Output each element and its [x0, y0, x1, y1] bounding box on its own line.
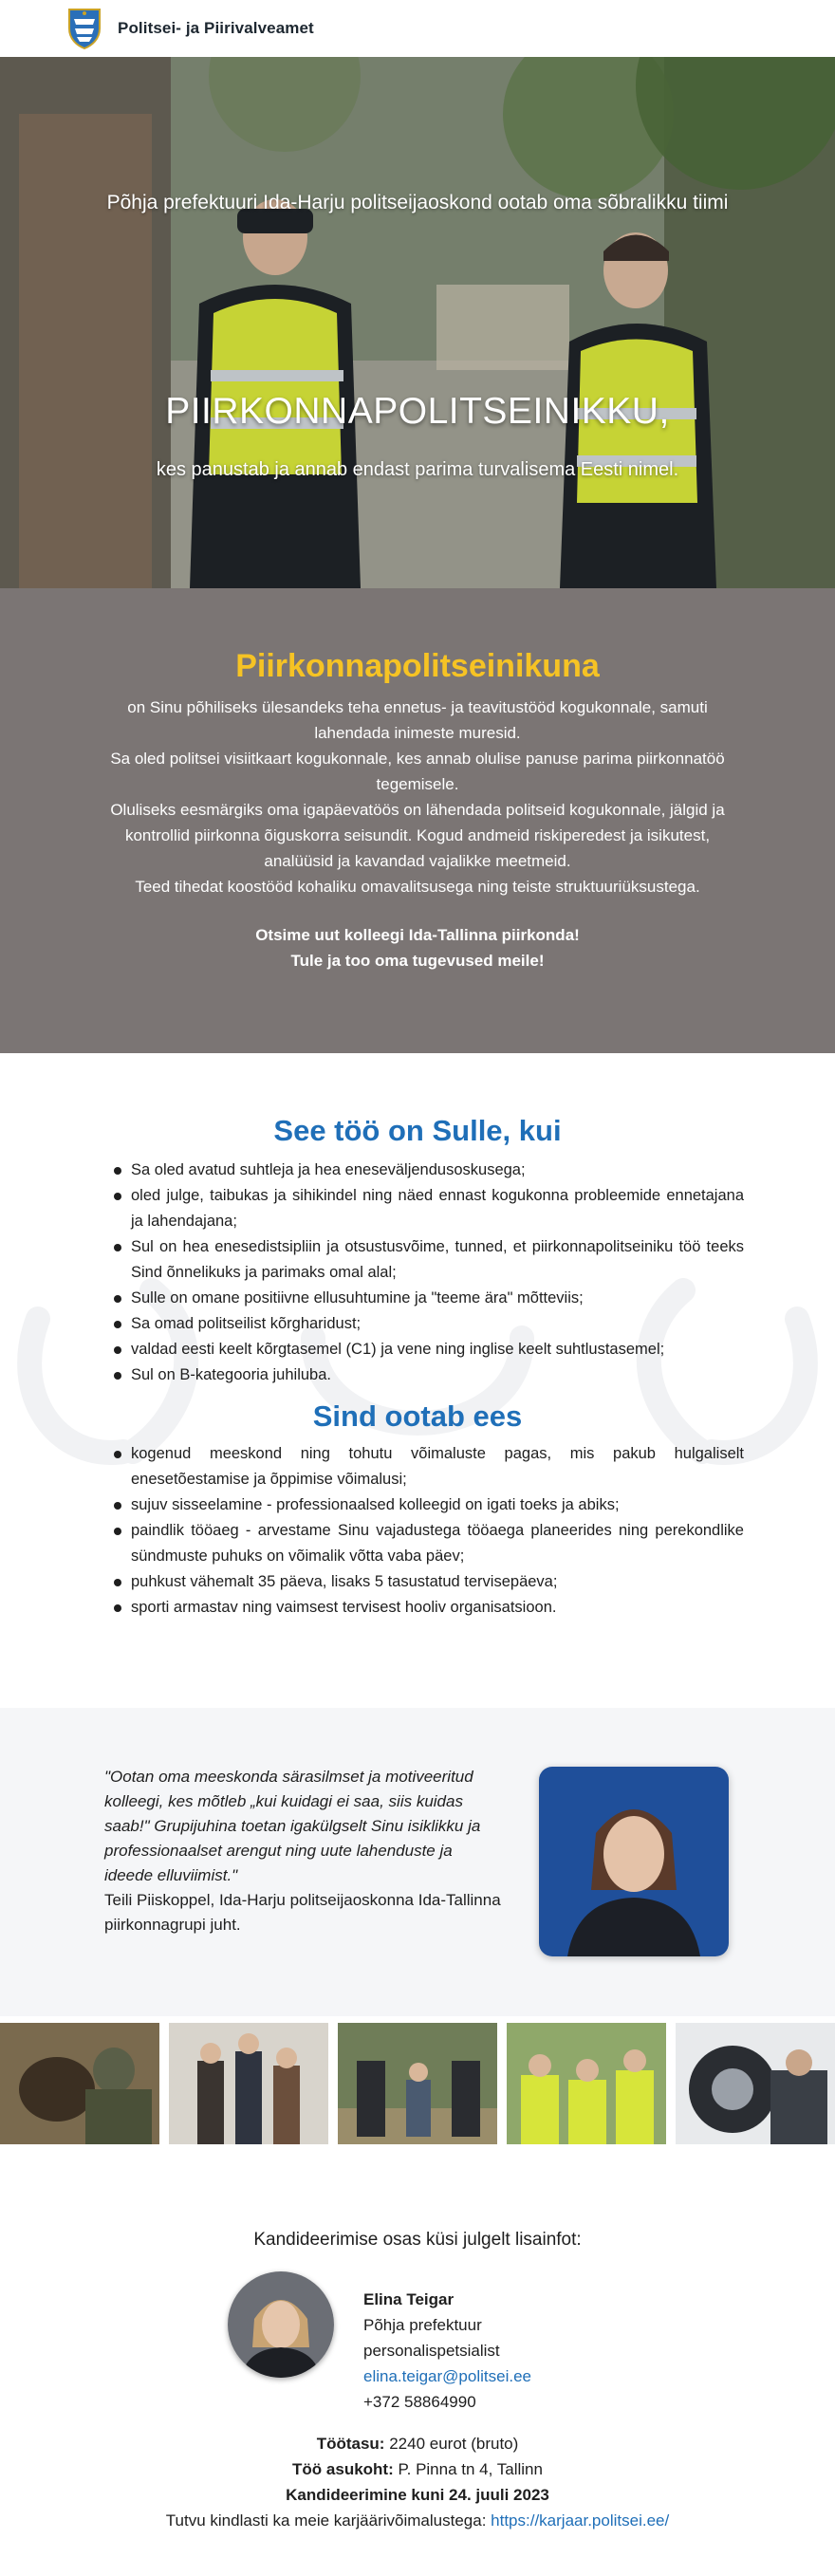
intro-paragraph: Teed tihedat koostööd kohaliku omavalitsusega ning teiste struktuuriüksustega.	[135, 878, 700, 896]
leader-portrait	[539, 1767, 729, 1956]
careers-link[interactable]: https://karjaar.politsei.ee/	[491, 2511, 670, 2530]
quote-author: Teili Piiskoppel, Ida-Harju politseijaoskonna Ida-Tallinna piirkonnagrupi juht.	[104, 1891, 501, 1934]
intro-paragraph: on Sinu põhiliseks ülesandeks teha ennetus- ja teavitustööd kogukonnale, samuti lahendada inimeste muresid.	[127, 698, 708, 742]
gallery-photo[interactable]	[0, 2023, 159, 2144]
list-item: puhkust vähemalt 35 päeva, lisaks 5 tasustatud tervisepäeva;	[114, 1569, 744, 1595]
salary-value: 2240 eurot (bruto)	[384, 2435, 519, 2453]
deadline-text: Kandideerimine kuni 24. juuli 2023	[286, 2486, 549, 2504]
deadline-line	[0, 2482, 835, 2508]
benefits-list	[114, 1441, 744, 1621]
hero-banner	[0, 57, 835, 588]
list-item: Sulle on omane positiivne ellusuhtumine ja "teeme ära" mõtteviis;	[114, 1286, 744, 1311]
contact-card	[0, 2271, 835, 2431]
quote-text: "Ootan oma meeskonda särasilmset ja motiveeritud kolleegi, kes mõtleb „kui kuidagi ei saa, siis kuidas saab!" Grupijuhina toetan igakülgselt Sinu isiklikku ja professionaalset arengut ning uute lahenduste ja ideede elluviimist."	[104, 1768, 481, 1884]
intro-cta-line: Otsime uut kolleegi Ida-Tallinna piirkonda!	[255, 926, 580, 944]
contact-role: personalispetsialist	[363, 2342, 500, 2360]
requirements-list	[114, 1158, 744, 1388]
salary-line	[0, 2431, 835, 2456]
gallery-photo[interactable]	[676, 2023, 835, 2144]
logo-text[interactable]: Politsei- ja Piirivalveamet	[118, 19, 314, 37]
location-line	[0, 2456, 835, 2482]
list-item: sujuv sisseelamine - professionaalsed kolleegid on igati toeks ja abiks;	[114, 1492, 744, 1518]
portrait-photo	[539, 1767, 729, 1956]
intro-paragraph: Sa oled politsei visiitkaart kogukonnale, kes annab olulise panuse parima piirkonnatöö tegemisele.	[110, 750, 725, 793]
contact-phone: +372 58864990	[363, 2393, 476, 2411]
job-details-section	[0, 1053, 835, 1708]
list-item: Sa oled avatud suhtleja ja hea eneseväljendusoskusega;	[114, 1158, 744, 1183]
intro-title: Piirkonnapolitseinikuna	[235, 648, 600, 684]
contact-email-link[interactable]: elina.teigar@politsei.ee	[363, 2367, 531, 2385]
contact-section	[0, 2159, 835, 2533]
list-item: oled julge, taibukas ja sihikindel ning näed ennast kogukonna probleemide ennetajana ja lahendajana;	[114, 1183, 744, 1234]
police-coat-of-arms-icon[interactable]	[66, 8, 102, 49]
leader-quote	[104, 1765, 503, 1937]
intro-cta-line: Tule ja too oma tugevused meile!	[290, 952, 545, 970]
location-value: P. Pinna tn 4, Tallinn	[393, 2460, 543, 2478]
hero-photo	[0, 57, 835, 588]
careers-text: Tutvu kindlasti ka meie karjäärivõimalustega:	[165, 2511, 492, 2530]
contact-heading: Kandideerimise osas küsi julgelt lisainfot:	[253, 2230, 582, 2250]
list-item: sporti armastav ning vaimsest tervisest hooliv organisatsioon.	[114, 1595, 744, 1621]
list-item: kogenud meeskond ning tohutu võimaluste pagas, mis pakub hulgaliselt enesetõestamise ja õppimise võimalusi;	[114, 1441, 744, 1492]
contact-info	[363, 2287, 531, 2415]
intro-body	[104, 695, 731, 899]
contact-role: Põhja prefektuur	[363, 2316, 482, 2334]
hero-tagline: kes panustab ja annab endast parima turvalisema Eesti nimel.	[156, 459, 679, 480]
intro-paragraph: Oluliseks eesmärgiks oma igapäevatöös on lähendada politseid kogukonnale, jälgid ja kontrollid piirkonna õiguskorra seisundit. Kogud andmeid riskiperedest ja isikutest, analüüsid ja kavandad vajalikke meetmeid.	[110, 801, 725, 870]
gallery-photo[interactable]	[507, 2023, 666, 2144]
requirements-title: See töö on Sulle, kui	[273, 1114, 562, 1147]
list-item: Sa omad politseilist kõrgharidust;	[114, 1311, 744, 1337]
benefits-title: Sind ootab ees	[312, 1399, 523, 1433]
contact-name: Elina Teigar	[363, 2290, 455, 2308]
location-label: Töö asukoht:	[292, 2460, 394, 2478]
intro-cta	[0, 922, 835, 973]
gallery-photo[interactable]	[169, 2023, 328, 2144]
quote-section	[0, 1708, 835, 2016]
list-item: Sul on B-kategooria juhiluba.	[114, 1362, 744, 1388]
avatar	[228, 2271, 334, 2378]
hero-subtitle: Põhja prefektuuri Ida-Harju politseijaoskond ootab oma sõbralikku tiimi	[106, 192, 729, 213]
list-item: paindlik tööaeg - arvestame Sinu vajadustega tööaega planeerides ning perekondlike sündmuste puhuks on võimalik võtta vaba päev;	[114, 1518, 744, 1569]
photo-gallery	[0, 2016, 835, 2159]
site-header	[0, 0, 835, 57]
careers-line	[0, 2508, 835, 2533]
job-facts	[0, 2431, 835, 2533]
list-item: Sul on hea enesedistsipliin ja otsustusvõime, tunned, et piirkonnapolitseiniku töö teeks Sind õnnelikuks ja parimaks omal alal;	[114, 1234, 744, 1286]
salary-label: Töötasu:	[316, 2435, 385, 2453]
hero-title: PIIRKONNAPOLITSEINIKKU,	[165, 391, 670, 432]
intro-section	[0, 588, 835, 1053]
gallery-photo[interactable]	[338, 2023, 497, 2144]
list-item: valdad eesti keelt kõrgtasemel (C1) ja vene ning inglise keelt suhtlustasemel;	[114, 1337, 744, 1362]
